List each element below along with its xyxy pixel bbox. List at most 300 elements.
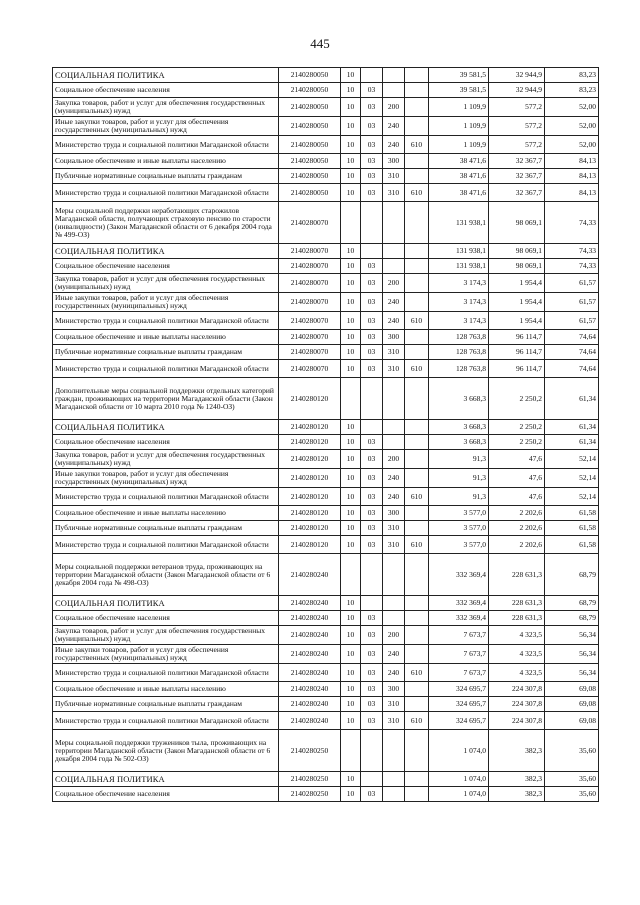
row-section: 10 <box>341 787 361 802</box>
row-actual-amount: 577,2 <box>489 136 545 154</box>
row-planned-amount: 324 695,7 <box>429 712 489 730</box>
row-code: 2140280120 <box>279 506 341 521</box>
row-actual-amount: 4 323,5 <box>489 645 545 664</box>
row-subsection: 03 <box>361 450 383 469</box>
row-subsection: 03 <box>361 506 383 521</box>
row-subsection <box>361 68 383 83</box>
row-percent: 74,64 <box>545 330 599 345</box>
row-subsection <box>361 202 383 244</box>
row-percent: 69,08 <box>545 712 599 730</box>
row-code: 2140280050 <box>279 117 341 136</box>
budget-table <box>52 67 599 802</box>
row-actual-amount: 32 944,9 <box>489 68 545 83</box>
row-section: 10 <box>341 611 361 626</box>
row-planned-amount: 3 174,3 <box>429 293 489 312</box>
row-planned-amount: 324 695,7 <box>429 682 489 697</box>
row-percent: 61,34 <box>545 378 599 420</box>
row-planned-amount: 7 673,7 <box>429 626 489 645</box>
row-section: 10 <box>341 521 361 536</box>
row-actual-amount: 47,6 <box>489 488 545 506</box>
row-planned-amount: 3 668,3 <box>429 420 489 435</box>
row-actual-amount: 47,6 <box>489 469 545 488</box>
table-row <box>53 293 599 312</box>
row-section <box>341 554 361 596</box>
row-section: 10 <box>341 259 361 274</box>
row-org-code <box>405 259 429 274</box>
row-expense-type <box>383 611 405 626</box>
table-row <box>53 626 599 645</box>
row-org-code <box>405 596 429 611</box>
row-subsection <box>361 420 383 435</box>
row-actual-amount: 4 323,5 <box>489 664 545 682</box>
row-percent: 52,00 <box>545 136 599 154</box>
table-row <box>53 645 599 664</box>
row-subsection: 03 <box>361 611 383 626</box>
row-expense-type <box>383 772 405 787</box>
row-expense-type: 310 <box>383 521 405 536</box>
row-code: 2140280240 <box>279 712 341 730</box>
row-planned-amount: 3 668,3 <box>429 378 489 420</box>
row-code: 2140280240 <box>279 697 341 712</box>
row-subsection: 03 <box>361 435 383 450</box>
row-code: 2140280120 <box>279 488 341 506</box>
row-org-code: 610 <box>405 488 429 506</box>
row-section: 10 <box>341 345 361 360</box>
row-org-code <box>405 697 429 712</box>
row-subsection: 03 <box>361 682 383 697</box>
row-name: Закупка товаров, работ и услуг для обеспечения государственных (муниципальных) нужд <box>53 274 279 293</box>
row-name: Социальное обеспечение и иные выплаты населению <box>53 330 279 345</box>
row-name: Закупка товаров, работ и услуг для обеспечения государственных (муниципальных) нужд <box>53 626 279 645</box>
row-expense-type <box>383 554 405 596</box>
row-percent: 61,58 <box>545 506 599 521</box>
row-code: 2140280120 <box>279 521 341 536</box>
row-name: Публичные нормативные социальные выплаты гражданам <box>53 521 279 536</box>
row-section: 10 <box>341 450 361 469</box>
row-actual-amount: 2 250,2 <box>489 378 545 420</box>
row-name: Социальное обеспечение и иные выплаты населению <box>53 506 279 521</box>
row-section: 10 <box>341 420 361 435</box>
row-percent: 74,33 <box>545 244 599 259</box>
row-name: Социальное обеспечение населения <box>53 259 279 274</box>
row-expense-type <box>383 435 405 450</box>
row-name: Иные закупки товаров, работ и услуг для обеспечения государственных (муниципальных) нужд <box>53 117 279 136</box>
row-section: 10 <box>341 506 361 521</box>
row-percent: 84,13 <box>545 169 599 184</box>
row-expense-type: 240 <box>383 117 405 136</box>
row-expense-type: 200 <box>383 450 405 469</box>
row-planned-amount: 38 471,6 <box>429 184 489 202</box>
row-planned-amount: 131 938,1 <box>429 259 489 274</box>
row-planned-amount: 1 074,0 <box>429 730 489 772</box>
row-name: Социальное обеспечение населения <box>53 787 279 802</box>
row-name: Иные закупки товаров, работ и услуг для обеспечения государственных (муниципальных) нужд <box>53 469 279 488</box>
row-actual-amount: 2 250,2 <box>489 435 545 450</box>
table-row <box>53 68 599 83</box>
row-expense-type: 310 <box>383 697 405 712</box>
row-expense-type: 240 <box>383 136 405 154</box>
table-row <box>53 259 599 274</box>
row-planned-amount: 91,3 <box>429 469 489 488</box>
row-section: 10 <box>341 154 361 169</box>
table-row <box>53 712 599 730</box>
row-expense-type: 300 <box>383 154 405 169</box>
table-row <box>53 184 599 202</box>
row-code: 2140280050 <box>279 169 341 184</box>
row-expense-type <box>383 259 405 274</box>
row-planned-amount: 1 109,9 <box>429 117 489 136</box>
row-subsection: 03 <box>361 259 383 274</box>
row-org-code: 610 <box>405 136 429 154</box>
row-percent: 74,64 <box>545 360 599 378</box>
row-section: 10 <box>341 435 361 450</box>
table-body <box>53 68 599 802</box>
table-row <box>53 202 599 244</box>
table-row <box>53 435 599 450</box>
row-name: СОЦИАЛЬНАЯ ПОЛИТИКА <box>53 68 279 83</box>
row-code: 2140280240 <box>279 664 341 682</box>
row-expense-type: 310 <box>383 360 405 378</box>
row-code: 2140280070 <box>279 202 341 244</box>
row-name: Социальное обеспечение населения <box>53 611 279 626</box>
row-percent: 61,34 <box>545 420 599 435</box>
row-planned-amount: 332 369,4 <box>429 596 489 611</box>
row-percent: 68,79 <box>545 596 599 611</box>
row-org-code: 610 <box>405 664 429 682</box>
row-percent: 52,14 <box>545 488 599 506</box>
row-org-code: 610 <box>405 184 429 202</box>
row-name: Иные закупки товаров, работ и услуг для обеспечения государственных (муниципальных) нужд <box>53 645 279 664</box>
row-percent: 61,57 <box>545 312 599 330</box>
row-actual-amount: 382,3 <box>489 730 545 772</box>
row-name: Дополнительные меры социальной поддержки отдельных категорий граждан, проживающих на территории Магаданской области (Закон Магаданской области от 10 марта 2010 года № 1240-ОЗ) <box>53 378 279 420</box>
row-planned-amount: 3 174,3 <box>429 274 489 293</box>
row-name: Министерство труда и социальной политики Магаданской области <box>53 360 279 378</box>
row-code: 2140280070 <box>279 259 341 274</box>
row-org-code <box>405 154 429 169</box>
row-percent: 74,33 <box>545 202 599 244</box>
row-code: 2140280070 <box>279 293 341 312</box>
table-row <box>53 274 599 293</box>
row-percent: 61,58 <box>545 521 599 536</box>
row-subsection: 03 <box>361 98 383 117</box>
row-org-code <box>405 169 429 184</box>
row-org-code <box>405 420 429 435</box>
row-percent: 68,79 <box>545 554 599 596</box>
row-planned-amount: 3 668,3 <box>429 435 489 450</box>
table-row <box>53 98 599 117</box>
row-org-code <box>405 330 429 345</box>
row-actual-amount: 577,2 <box>489 98 545 117</box>
table-row <box>53 488 599 506</box>
table-row <box>53 787 599 802</box>
row-org-code: 610 <box>405 360 429 378</box>
row-planned-amount: 38 471,6 <box>429 169 489 184</box>
row-org-code <box>405 244 429 259</box>
row-expense-type: 200 <box>383 274 405 293</box>
row-code: 2140280240 <box>279 626 341 645</box>
row-section: 10 <box>341 244 361 259</box>
row-org-code <box>405 274 429 293</box>
table-row <box>53 378 599 420</box>
row-code: 2140280240 <box>279 596 341 611</box>
row-percent: 35,60 <box>545 772 599 787</box>
row-org-code <box>405 435 429 450</box>
table-row <box>53 330 599 345</box>
row-expense-type: 300 <box>383 330 405 345</box>
row-expense-type: 200 <box>383 98 405 117</box>
row-org-code <box>405 469 429 488</box>
row-actual-amount: 2 202,6 <box>489 536 545 554</box>
row-planned-amount: 128 763,8 <box>429 345 489 360</box>
row-code: 2140280050 <box>279 136 341 154</box>
row-planned-amount: 1 109,9 <box>429 98 489 117</box>
row-percent: 61,58 <box>545 536 599 554</box>
row-code: 2140280120 <box>279 420 341 435</box>
row-subsection: 03 <box>361 536 383 554</box>
row-subsection: 03 <box>361 274 383 293</box>
row-subsection: 03 <box>361 330 383 345</box>
row-planned-amount: 38 471,6 <box>429 154 489 169</box>
row-subsection: 03 <box>361 626 383 645</box>
row-section: 10 <box>341 117 361 136</box>
table-row <box>53 83 599 98</box>
row-name: Министерство труда и социальной политики Магаданской области <box>53 664 279 682</box>
table-row <box>53 154 599 169</box>
row-org-code <box>405 682 429 697</box>
row-org-code <box>405 787 429 802</box>
row-percent: 61,57 <box>545 293 599 312</box>
row-section: 10 <box>341 293 361 312</box>
row-planned-amount: 128 763,8 <box>429 360 489 378</box>
row-section: 10 <box>341 712 361 730</box>
row-org-code <box>405 117 429 136</box>
row-percent: 52,14 <box>545 469 599 488</box>
row-actual-amount: 1 954,4 <box>489 274 545 293</box>
row-subsection <box>361 378 383 420</box>
row-subsection <box>361 244 383 259</box>
row-org-code <box>405 772 429 787</box>
table-row <box>53 730 599 772</box>
row-name: Социальное обеспечение и иные выплаты населению <box>53 154 279 169</box>
row-code: 2140280070 <box>279 360 341 378</box>
row-expense-type <box>383 730 405 772</box>
row-subsection: 03 <box>361 787 383 802</box>
row-code: 2140280070 <box>279 330 341 345</box>
row-code: 2140280240 <box>279 682 341 697</box>
row-org-code <box>405 378 429 420</box>
row-percent: 69,08 <box>545 682 599 697</box>
table-row <box>53 536 599 554</box>
row-org-code: 610 <box>405 312 429 330</box>
row-expense-type: 240 <box>383 469 405 488</box>
row-percent: 83,23 <box>545 68 599 83</box>
row-section: 10 <box>341 626 361 645</box>
row-planned-amount: 131 938,1 <box>429 202 489 244</box>
row-subsection: 03 <box>361 469 383 488</box>
row-org-code <box>405 730 429 772</box>
table-row <box>53 697 599 712</box>
row-section: 10 <box>341 697 361 712</box>
table-row <box>53 682 599 697</box>
row-org-code <box>405 521 429 536</box>
row-expense-type <box>383 596 405 611</box>
row-actual-amount: 1 954,4 <box>489 293 545 312</box>
row-name: СОЦИАЛЬНАЯ ПОЛИТИКА <box>53 596 279 611</box>
row-percent: 84,13 <box>545 184 599 202</box>
row-name: Меры социальной поддержки тружеников тыла, проживающих на территории Магаданской области (Закон Магаданской области от 6 декабря 2004 года № 502-ОЗ) <box>53 730 279 772</box>
row-code: 2140280250 <box>279 730 341 772</box>
row-section: 10 <box>341 488 361 506</box>
table-row <box>53 312 599 330</box>
row-org-code <box>405 345 429 360</box>
row-code: 2140280240 <box>279 611 341 626</box>
row-section: 10 <box>341 312 361 330</box>
row-org-code <box>405 554 429 596</box>
table-row <box>53 117 599 136</box>
row-planned-amount: 3 174,3 <box>429 312 489 330</box>
row-actual-amount: 96 114,7 <box>489 360 545 378</box>
row-percent: 74,64 <box>545 345 599 360</box>
row-subsection: 03 <box>361 136 383 154</box>
row-expense-type: 240 <box>383 293 405 312</box>
row-section: 10 <box>341 596 361 611</box>
row-subsection: 03 <box>361 521 383 536</box>
table-row <box>53 596 599 611</box>
row-expense-type: 200 <box>383 626 405 645</box>
row-percent: 52,14 <box>545 450 599 469</box>
row-expense-type: 310 <box>383 536 405 554</box>
row-planned-amount: 39 581,5 <box>429 68 489 83</box>
row-section: 10 <box>341 169 361 184</box>
row-section: 10 <box>341 68 361 83</box>
row-subsection: 03 <box>361 345 383 360</box>
row-subsection <box>361 730 383 772</box>
row-planned-amount: 91,3 <box>429 488 489 506</box>
table-row <box>53 345 599 360</box>
row-actual-amount: 32 367,7 <box>489 154 545 169</box>
row-percent: 56,34 <box>545 626 599 645</box>
row-section: 10 <box>341 682 361 697</box>
row-percent: 74,33 <box>545 259 599 274</box>
row-planned-amount: 1 074,0 <box>429 787 489 802</box>
row-name: Закупка товаров, работ и услуг для обеспечения государственных (муниципальных) нужд <box>53 450 279 469</box>
row-planned-amount: 1 109,9 <box>429 136 489 154</box>
row-planned-amount: 7 673,7 <box>429 645 489 664</box>
row-code: 2140280070 <box>279 312 341 330</box>
row-subsection <box>361 596 383 611</box>
row-actual-amount: 228 631,3 <box>489 596 545 611</box>
row-subsection: 03 <box>361 360 383 378</box>
table-row <box>53 450 599 469</box>
row-planned-amount: 3 577,0 <box>429 506 489 521</box>
row-section: 10 <box>341 274 361 293</box>
row-actual-amount: 224 307,8 <box>489 682 545 697</box>
row-name: Министерство труда и социальной политики Магаданской области <box>53 312 279 330</box>
row-org-code <box>405 626 429 645</box>
row-percent: 61,57 <box>545 274 599 293</box>
row-code: 2140280070 <box>279 274 341 293</box>
row-section: 10 <box>341 98 361 117</box>
row-org-code <box>405 98 429 117</box>
row-code: 2140280050 <box>279 184 341 202</box>
row-section: 10 <box>341 136 361 154</box>
row-subsection <box>361 772 383 787</box>
row-org-code: 610 <box>405 712 429 730</box>
row-code: 2140280070 <box>279 244 341 259</box>
row-expense-type <box>383 787 405 802</box>
table-row <box>53 169 599 184</box>
row-org-code <box>405 645 429 664</box>
row-subsection: 03 <box>361 293 383 312</box>
row-section: 10 <box>341 645 361 664</box>
row-subsection: 03 <box>361 712 383 730</box>
row-expense-type: 310 <box>383 712 405 730</box>
row-expense-type <box>383 378 405 420</box>
row-code: 2140280050 <box>279 154 341 169</box>
row-code: 2140280120 <box>279 450 341 469</box>
row-actual-amount: 98 069,1 <box>489 244 545 259</box>
row-code: 2140280120 <box>279 469 341 488</box>
row-name: Социальное обеспечение и иные выплаты населению <box>53 682 279 697</box>
row-actual-amount: 98 069,1 <box>489 202 545 244</box>
row-org-code <box>405 611 429 626</box>
row-percent: 56,34 <box>545 645 599 664</box>
row-expense-type <box>383 244 405 259</box>
row-code: 2140280240 <box>279 645 341 664</box>
row-section: 10 <box>341 664 361 682</box>
row-planned-amount: 3 577,0 <box>429 536 489 554</box>
row-section: 10 <box>341 469 361 488</box>
row-actual-amount: 1 954,4 <box>489 312 545 330</box>
row-planned-amount: 332 369,4 <box>429 611 489 626</box>
row-actual-amount: 96 114,7 <box>489 345 545 360</box>
row-org-code <box>405 450 429 469</box>
row-expense-type: 300 <box>383 506 405 521</box>
row-actual-amount: 2 250,2 <box>489 420 545 435</box>
row-org-code <box>405 506 429 521</box>
row-code: 2140280120 <box>279 378 341 420</box>
table-row <box>53 420 599 435</box>
row-name: Закупка товаров, работ и услуг для обеспечения государственных (муниципальных) нужд <box>53 98 279 117</box>
row-subsection: 03 <box>361 312 383 330</box>
row-name: Министерство труда и социальной политики Магаданской области <box>53 184 279 202</box>
row-actual-amount: 4 323,5 <box>489 626 545 645</box>
row-actual-amount: 228 631,3 <box>489 611 545 626</box>
row-subsection: 03 <box>361 488 383 506</box>
row-subsection: 03 <box>361 169 383 184</box>
row-section: 10 <box>341 184 361 202</box>
row-expense-type: 240 <box>383 488 405 506</box>
row-name: Социальное обеспечение населения <box>53 83 279 98</box>
row-expense-type <box>383 83 405 98</box>
row-name: СОЦИАЛЬНАЯ ПОЛИТИКА <box>53 420 279 435</box>
row-subsection: 03 <box>361 83 383 98</box>
row-code: 2140280240 <box>279 554 341 596</box>
row-percent: 68,79 <box>545 611 599 626</box>
row-actual-amount: 96 114,7 <box>489 330 545 345</box>
row-org-code: 610 <box>405 536 429 554</box>
row-subsection: 03 <box>361 697 383 712</box>
row-org-code <box>405 202 429 244</box>
row-planned-amount: 7 673,7 <box>429 664 489 682</box>
row-expense-type <box>383 420 405 435</box>
table-row <box>53 136 599 154</box>
table-row <box>53 360 599 378</box>
row-planned-amount: 1 074,0 <box>429 772 489 787</box>
row-subsection: 03 <box>361 154 383 169</box>
row-planned-amount: 332 369,4 <box>429 554 489 596</box>
